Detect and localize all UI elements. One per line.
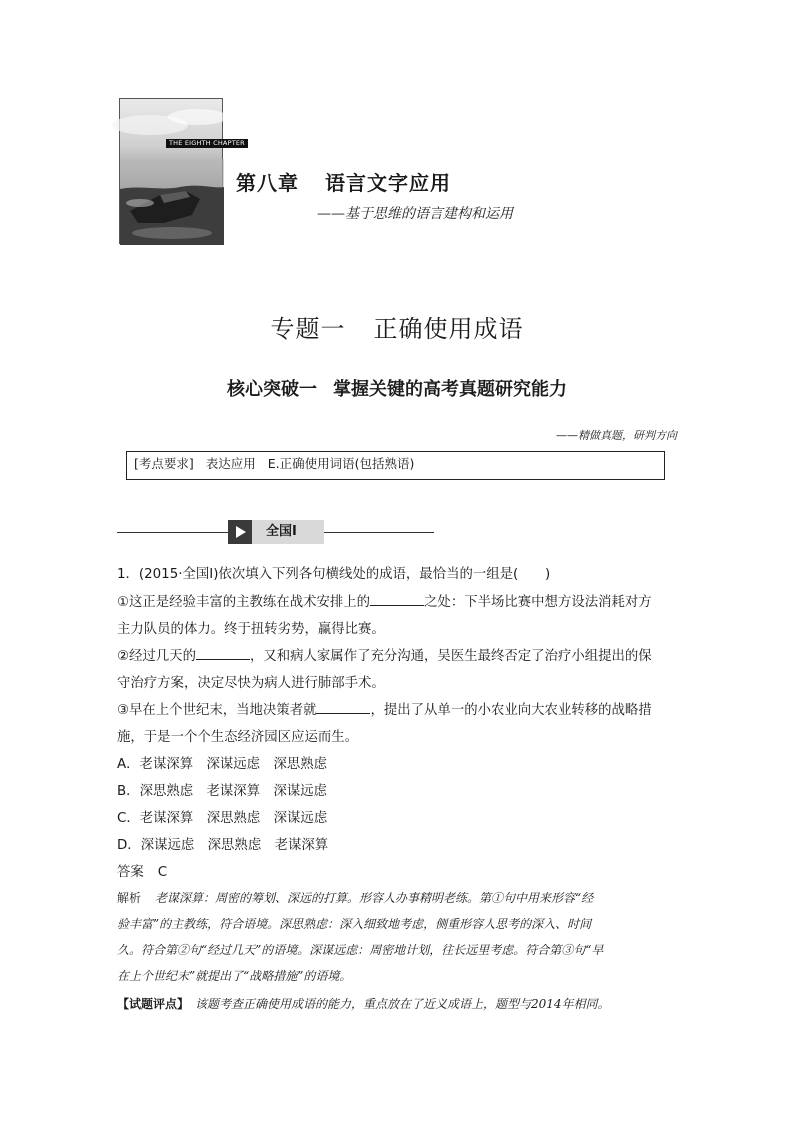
sentence-3-line-2: 施，于是一个个生态经济园区应运而生。 [117, 730, 359, 745]
topic-name: 正确使用成语 [373, 315, 524, 343]
review-line [117, 995, 677, 1012]
chapter-name: 语言文字应用 [325, 171, 451, 195]
question-stem: 1．(2015·全国Ⅰ)依次填入下列各句横线处的成语，最恰当的一组是( ) [117, 567, 551, 582]
option-a: A．老谋深算 深谋远虑 深思熟虑 [117, 757, 328, 772]
chapter-image-tag: THE EIGHTH CHAPTER [166, 139, 248, 148]
core-subtitle: ——精做真题，研判方向 [556, 429, 677, 442]
chapter-title [236, 167, 451, 196]
topic-title [0, 309, 794, 344]
seascape-picture [120, 99, 224, 245]
answer-blank-1 [370, 594, 424, 606]
exam-requirement-label: [考点要求] [134, 456, 194, 471]
exam-requirement-part2: E.正确使用词语(包括熟语) [267, 456, 415, 471]
section-rule-right [324, 532, 434, 533]
review-text: 该题考查正确使用成语的能力，重点放在了近义成语上，题型与2014年相同。 [195, 997, 610, 1011]
exam-requirement-part1: 表达应用 [205, 456, 256, 471]
answer-label: 答案 [117, 865, 144, 880]
sentence-1-text-b: 之处：下半场比赛中想方设法消耗对方 [424, 595, 652, 610]
chapter-subtitle: ——基于思维的语言建构和运用 [317, 206, 513, 222]
sentence-3-text-a: ③早在上个世纪末，当地决策者就 [117, 703, 317, 718]
analysis-line-1 [117, 889, 677, 906]
exam-requirement-box [126, 451, 665, 480]
answer-blank-2 [196, 648, 250, 660]
analysis-text-1: 老谋深算：周密的筹划、深远的打算。形容人办事精明老练。第①句中用来形容“经 [155, 891, 594, 905]
section-label: 全国Ⅰ [266, 524, 297, 539]
option-c: C．老谋深算 深思熟虑 深谋远虑 [117, 811, 328, 826]
sentence-2-text-a: ②经过几天的 [117, 649, 196, 664]
sentence-2-line-2: 守治疗方案，决定尽快为病人进行肺部手术。 [117, 676, 385, 691]
play-arrow-icon [228, 520, 252, 544]
answer-blank-3 [316, 702, 370, 714]
answer-line [117, 861, 677, 880]
analysis-line-3: 久。符合第②句“经过几天”的语境。深谋远虑：周密地计划，往长远里考虑。符合第③句“早 [117, 943, 604, 957]
sentence-3-line-1 [117, 699, 677, 718]
sentence-3-text-b: ，提出了从单一的小农业向大农业转移的战略措 [370, 703, 652, 718]
option-d: D．深谋远虑 深思熟虑 老谋深算 [117, 838, 329, 853]
chapter-number: 第八章 [236, 171, 299, 195]
answer-value: C [157, 865, 168, 880]
sentence-2-line-1 [117, 645, 677, 664]
option-b: B．深思熟虑 老谋深算 深谋远虑 [117, 784, 328, 799]
analysis-line-2: 验丰富”的主教练，符合语境。深思熟虑：深入细致地考虑，侧重形容人思考的深入、时间 [117, 917, 592, 931]
sentence-1-line-1 [117, 591, 677, 610]
core-number: 核心突破一 [227, 379, 317, 400]
chapter-cover-image [119, 98, 245, 244]
core-name: 掌握关键的高考真题研究能力 [333, 379, 567, 400]
sentence-1-text-a: ①这正是经验丰富的主教练在战术安排上的 [117, 595, 371, 610]
section-rule-left [117, 532, 228, 533]
analysis-label: 解析 [117, 891, 142, 905]
topic-number: 专题一 [270, 315, 346, 343]
core-title [0, 375, 794, 401]
review-label: 【试题评点】 [117, 997, 190, 1011]
sentence-2-text-b: ，又和病人家属作了充分沟通，吴医生最终否定了治疗小组提出的保 [249, 649, 652, 664]
analysis-line-4: 在上个世纪末”就提出了“战略措施”的语境。 [117, 969, 352, 983]
sentence-1-line-2: 主力队员的体力。终于扭转劣势，赢得比赛。 [117, 622, 385, 637]
